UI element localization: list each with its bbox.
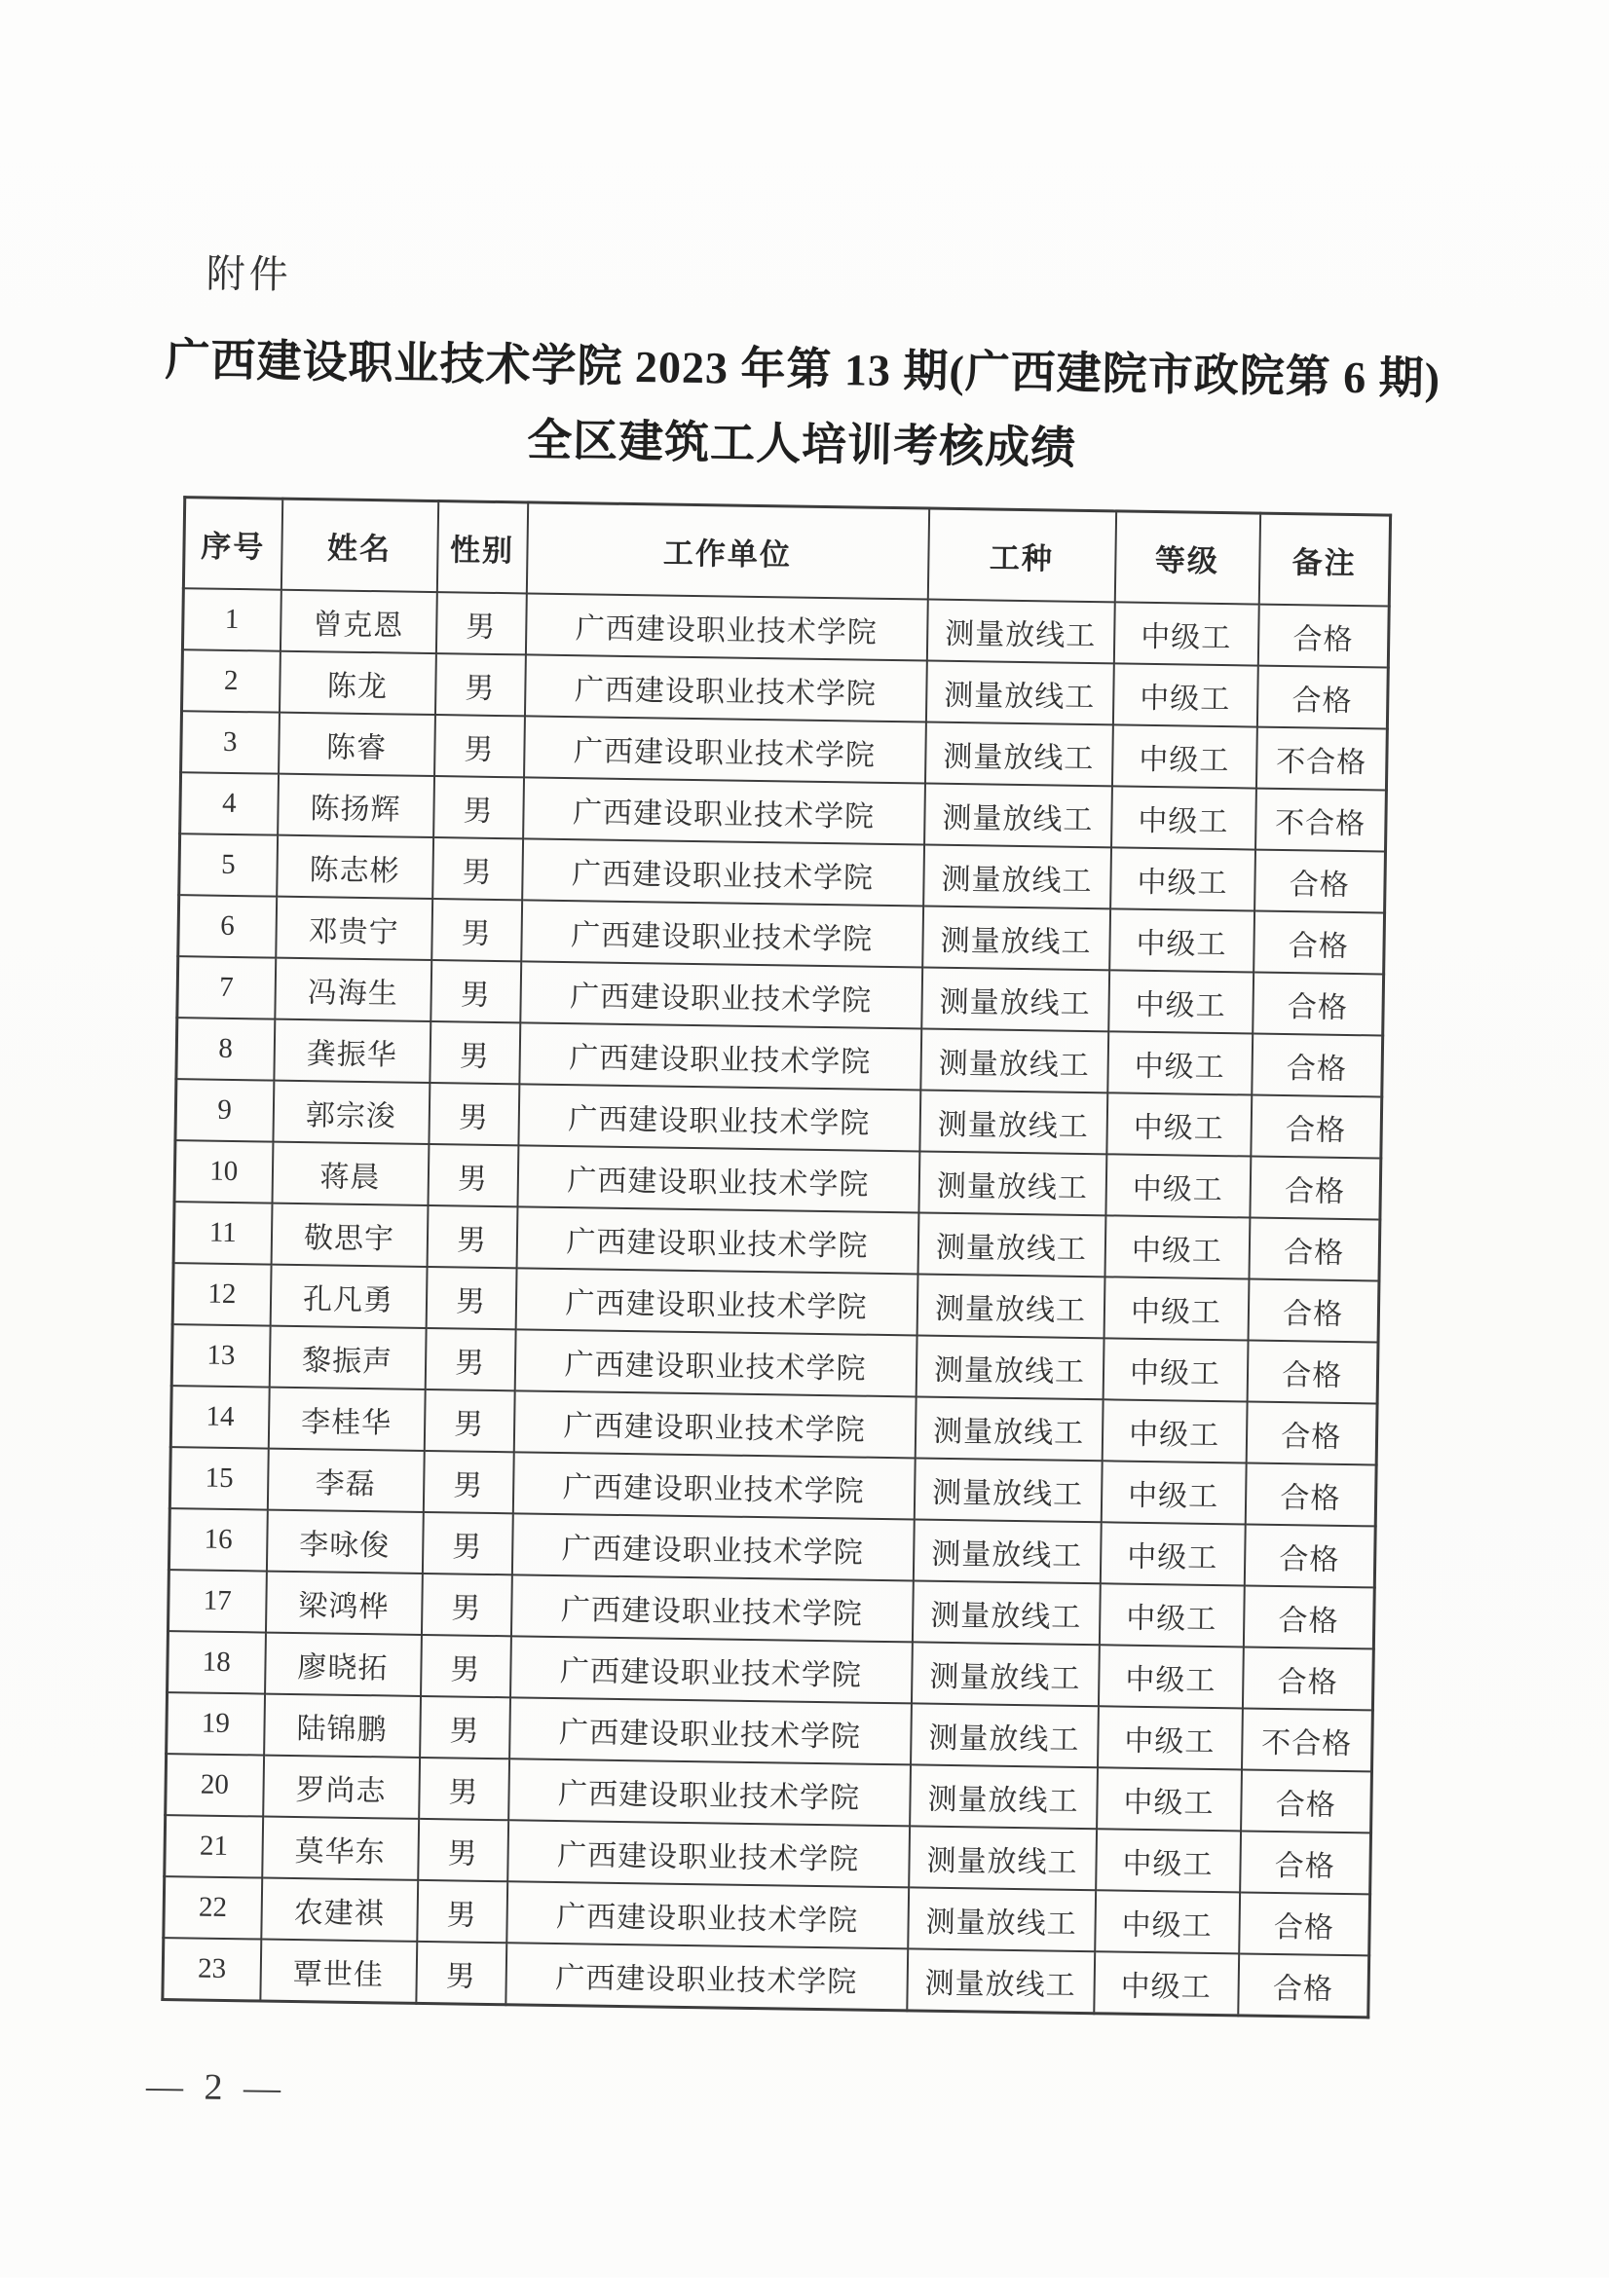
column-header: 序号 (183, 498, 281, 590)
table-cell: 农建祺 (261, 1878, 418, 1942)
table-cell: 合格 (1242, 1647, 1373, 1710)
table-cell: 广西建设职业技术学院 (515, 1268, 917, 1335)
table-cell: 广西建设职业技术学院 (514, 1329, 917, 1396)
table-cell: 男 (435, 592, 526, 654)
table-cell: 测量放线工 (911, 1642, 1099, 1706)
table-cell: 测量放线工 (925, 661, 1113, 725)
table-cell: 男 (431, 899, 522, 961)
table-cell: 测量放线工 (917, 1212, 1105, 1277)
table-cell: 10 (174, 1140, 273, 1203)
table-cell: 龚振华 (274, 1019, 430, 1083)
table-cell: 男 (430, 1021, 520, 1084)
table-cell: 合格 (1251, 1095, 1382, 1159)
table-cell: 中级工 (1106, 1092, 1252, 1156)
column-header: 工作单位 (526, 502, 928, 600)
table-cell: 4 (180, 772, 279, 834)
table-cell: 21 (165, 1815, 263, 1877)
table-cell: 冯海生 (275, 958, 431, 1021)
attachment-label: 附件 (206, 251, 292, 297)
table-cell: 合格 (1244, 1524, 1375, 1587)
table-cell: 测量放线工 (912, 1580, 1100, 1645)
table-cell: 敬思宇 (271, 1204, 428, 1267)
table-cell: 2 (182, 649, 281, 712)
table-cell: 中级工 (1111, 786, 1256, 849)
table-header-row (183, 498, 1390, 607)
table-cell: 中级工 (1095, 1890, 1240, 1953)
table-cell: 测量放线工 (916, 1335, 1104, 1399)
table-cell: 陈志彬 (277, 835, 433, 899)
table-cell: 测量放线工 (923, 845, 1111, 909)
table-cell: 合格 (1241, 1769, 1372, 1833)
table-cell: 男 (425, 1328, 515, 1390)
table-cell: 中级工 (1102, 1399, 1247, 1463)
table-cell: 男 (434, 715, 525, 777)
table-cell: 广西建设职业技术学院 (518, 1084, 920, 1151)
table-cell: 男 (416, 1942, 506, 2005)
table-cell: 合格 (1249, 1218, 1380, 1281)
table-cell: 陈睿 (279, 713, 435, 776)
table-cell: 中级工 (1098, 1706, 1243, 1769)
table-cell: 黎振声 (269, 1326, 426, 1389)
table-cell: 不合格 (1255, 789, 1387, 852)
table-cell: 1 (182, 588, 281, 650)
table-cell: 13 (171, 1324, 270, 1387)
table-cell: 广西建设职业技术学院 (524, 654, 926, 722)
table-cell: 李桂华 (268, 1388, 425, 1451)
table-cell: 中级工 (1101, 1461, 1246, 1524)
table-cell: 男 (420, 1696, 510, 1759)
table-cell: 中级工 (1105, 1154, 1251, 1217)
table-cell: 合格 (1254, 911, 1385, 975)
document-title-line-2: 全区建筑工人培训考核成绩 (526, 415, 1077, 473)
table-cell: 15 (169, 1447, 268, 1509)
table-cell: 男 (423, 1451, 513, 1513)
table-cell: 测量放线工 (915, 1396, 1103, 1461)
table-cell: 合格 (1246, 1401, 1377, 1464)
table-cell: 广西建设职业技术学院 (512, 1452, 915, 1519)
table-cell: 23 (163, 1938, 261, 2001)
table-cell: 中级工 (1096, 1829, 1241, 1892)
table-cell: 6 (178, 895, 277, 957)
document-title (139, 322, 1466, 492)
table-cell: 男 (418, 1819, 508, 1881)
training-results-table (161, 496, 1392, 2018)
table-cell: 测量放线工 (910, 1764, 1098, 1829)
table-cell: 8 (176, 1018, 275, 1080)
table-cell: 廖晓拓 (265, 1633, 422, 1696)
table-cell: 合格 (1240, 1831, 1371, 1894)
table-cell: 中级工 (1112, 663, 1257, 726)
table-cell: 合格 (1238, 1953, 1369, 2017)
table-cell: 邓贵宁 (276, 897, 432, 960)
page-number: — 2 — (145, 2065, 287, 2109)
table-cell: 男 (421, 1574, 511, 1636)
table-cell: 测量放线工 (924, 784, 1112, 848)
table-cell: 广西建设职业技术学院 (507, 1820, 910, 1887)
table-cell: 广西建设职业技术学院 (505, 1943, 908, 2011)
table-cell: 广西建设职业技术学院 (516, 1206, 918, 1274)
column-header: 备注 (1258, 513, 1390, 606)
table-cell: 5 (179, 833, 278, 896)
table-cell: 测量放线工 (918, 1151, 1106, 1215)
table-cell: 合格 (1253, 973, 1384, 1036)
table-cell: 9 (175, 1079, 274, 1141)
table-cell: 广西建设职业技术学院 (513, 1390, 916, 1458)
table-cell: 22 (164, 1876, 262, 1939)
table-cell: 合格 (1243, 1585, 1374, 1648)
table-cell: 中级工 (1103, 1338, 1248, 1401)
table-cell: 罗尚志 (263, 1756, 420, 1819)
table-cell: 19 (167, 1692, 265, 1755)
table-cell: 梁鸿桦 (265, 1572, 422, 1635)
table-cell: 测量放线工 (911, 1703, 1099, 1767)
table-cell: 陈龙 (279, 651, 435, 715)
table-cell: 男 (433, 776, 524, 838)
table-cell: 测量放线工 (907, 1948, 1095, 2013)
table-cell: 合格 (1254, 850, 1386, 913)
table-cell: 中级工 (1099, 1583, 1244, 1647)
column-header: 性别 (436, 501, 527, 594)
table-cell: 陆锦鹏 (264, 1694, 421, 1758)
table-cell: 测量放线工 (908, 1887, 1096, 1951)
table-cell: 男 (426, 1267, 516, 1329)
table-cell: 测量放线工 (917, 1274, 1104, 1338)
table-cell: 男 (419, 1758, 509, 1820)
table-cell: 17 (168, 1570, 266, 1632)
table-cell: 广西建设职业技术学院 (525, 593, 927, 660)
table-cell: 合格 (1257, 605, 1389, 668)
table-cell: 中级工 (1108, 970, 1254, 1033)
table-cell: 中级工 (1098, 1645, 1243, 1708)
table-cell: 男 (422, 1512, 512, 1574)
document-title-line-1: 广西建设职业技术学院 2023 年第 13 期(广西建院市政院第 6 期) (165, 334, 1441, 404)
table-cell: 中级工 (1097, 1767, 1242, 1831)
table-cell: 中级工 (1110, 847, 1255, 910)
table-cell: 李咏俊 (266, 1510, 423, 1574)
table-cell: 广西建设职业技术学院 (522, 838, 924, 906)
table-cell: 3 (181, 711, 280, 773)
table-cell: 合格 (1245, 1463, 1376, 1526)
table-cell: 广西建设职业技术学院 (509, 1697, 912, 1764)
table-cell: 测量放线工 (926, 600, 1114, 664)
table-cell: 18 (168, 1631, 266, 1693)
column-header: 等级 (1114, 511, 1259, 605)
table-cell: 中级工 (1113, 602, 1258, 665)
table-cell: 中级工 (1104, 1277, 1249, 1340)
table-cell: 蒋晨 (272, 1142, 429, 1205)
table-cell: 中级工 (1109, 908, 1254, 972)
table-cell: 广西建设职业技术学院 (520, 961, 922, 1028)
table-cell: 广西建设职业技术学院 (510, 1574, 913, 1642)
table-cell: 16 (168, 1508, 267, 1571)
table-cell: 男 (429, 1083, 519, 1145)
table-cell: 广西建设职业技术学院 (523, 777, 925, 844)
table-cell: 11 (173, 1202, 272, 1264)
table-cell: 孔凡勇 (270, 1265, 427, 1328)
table-cell: 广西建设职业技术学院 (524, 716, 926, 783)
table-cell: 男 (430, 960, 521, 1022)
table-cell: 广西建设职业技术学院 (521, 900, 923, 967)
column-header: 工种 (927, 508, 1115, 602)
table-cell: 12 (172, 1263, 271, 1325)
table-cell: 男 (421, 1635, 511, 1697)
table-cell: 男 (424, 1389, 514, 1452)
table-cell: 郭宗浚 (273, 1081, 430, 1144)
table-cell: 广西建设职业技术学院 (511, 1513, 914, 1580)
table-cell: 男 (427, 1205, 517, 1268)
table-cell: 合格 (1252, 1034, 1383, 1097)
table-cell: 测量放线工 (920, 1028, 1108, 1092)
table-cell: 14 (170, 1386, 269, 1448)
table-cell: 男 (434, 653, 525, 716)
table-cell: 广西建设职业技术学院 (510, 1636, 913, 1703)
table-cell: 测量放线工 (919, 1090, 1107, 1154)
table-cell: 中级工 (1094, 1951, 1239, 2016)
table-cell: 广西建设职业技术学院 (517, 1145, 919, 1212)
column-header: 姓名 (281, 499, 437, 592)
table-cell: 20 (166, 1754, 264, 1816)
table-cell: 7 (177, 956, 276, 1018)
table-cell: 测量放线工 (914, 1458, 1102, 1522)
table-cell: 测量放线工 (909, 1826, 1097, 1890)
table-cell: 测量放线工 (922, 906, 1110, 970)
table-cell: 中级工 (1100, 1522, 1245, 1585)
table-cell: 覃世佳 (260, 1940, 417, 2004)
table-cell: 广西建设职业技术学院 (508, 1759, 911, 1826)
table-cell: 广西建设职业技术学院 (519, 1022, 921, 1090)
table-cell: 中级工 (1107, 1031, 1253, 1094)
table-cell: 莫华东 (262, 1817, 419, 1880)
table-cell: 测量放线工 (921, 967, 1109, 1031)
table-cell: 陈扬辉 (278, 774, 434, 837)
table-cell: 测量放线工 (913, 1519, 1101, 1583)
table-cell: 合格 (1239, 1892, 1370, 1955)
table-cell: 广西建设职业技术学院 (506, 1881, 909, 1948)
table-cell: 合格 (1256, 666, 1388, 729)
table-cell: 中级工 (1111, 724, 1256, 788)
table-cell: 不合格 (1255, 727, 1387, 791)
table-cell: 男 (428, 1144, 518, 1206)
table-cell: 曾克恩 (280, 590, 436, 653)
table-cell: 男 (432, 837, 523, 900)
table-cell: 不合格 (1241, 1708, 1372, 1771)
table-cell: 李磊 (267, 1449, 424, 1512)
table-cell: 合格 (1250, 1157, 1381, 1220)
table-cell: 测量放线工 (924, 722, 1112, 787)
table-cell: 合格 (1248, 1278, 1379, 1342)
table-cell: 中级工 (1104, 1215, 1250, 1278)
table-cell: 男 (417, 1880, 507, 1943)
table-cell: 合格 (1247, 1340, 1378, 1403)
